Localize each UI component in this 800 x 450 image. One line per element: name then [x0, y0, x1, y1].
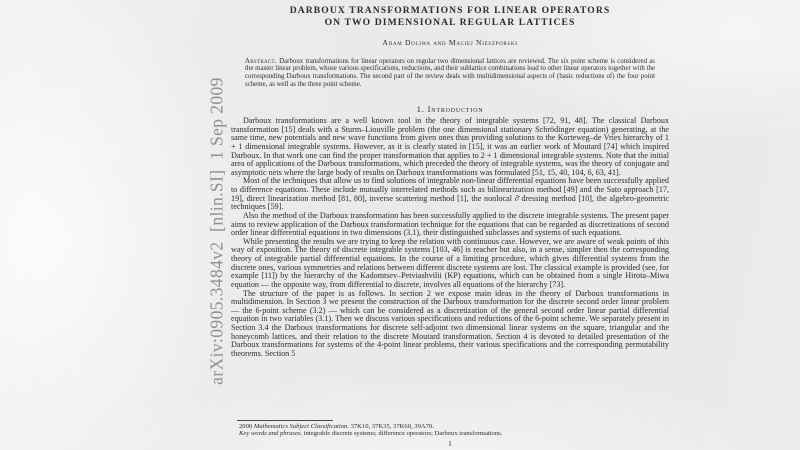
paragraph: Most of the techniques that allow us to find solutions of integrable non-linear differential equations have been successfully applied to difference equations. These include mutually interrelated methods such as bilinearization method [49] and the Sato approach [17, 19], direct linearization method [81, 80], inverse scattering method [1], the nonlocal ∂̄ dressing method [10], the algebro-geometric techniques [59].: [231, 176, 669, 212]
paper-title-line2: ON TWO DIMENSIONAL REGULAR LATTICES: [324, 17, 576, 29]
abstract-text: Darboux transformations for linear operators on regular two dimensional lattices are reviewed. The six point scheme is considered as the master linear problem, whose various specifications, reductions, and their sublattice combinations lead to other linear operators together with the corresponding Darboux transformations. The second part of the review deals with multidimensional aspects of (basic reductions of) the four point scheme, as well as the three point scheme.: [245, 57, 655, 88]
footnote-msc: [231, 423, 669, 431]
footnote-keywords-label: Key words and phrases.: [239, 430, 303, 438]
paper-title-line1: DARBOUX TRANSFORMATIONS FOR LINEAR OPERATORS: [289, 5, 611, 16]
footnote-keywords-text: integrable discrete systems; difference operators; Darboux transformations.: [303, 430, 503, 438]
paper-title: [231, 5, 669, 30]
introduction-body: [231, 117, 669, 419]
paragraph: Darboux transformations are a well known tool in the theory of integrable systems [72, 91, 48]. The classical Darboux transformation [15] deals with a Sturm–Liouville problem (the one dimensional stationary Schrödinger equation) generating, at the same time, new potentials and new wave functions from given ones thus providing solutions to the Korteweg–de Vries hierarchy of 1 + 1 dimensional integrable systems. However, as it is clearly stated in [15], it was an earlier work of Moutard [74] which inspired Darboux. In that work one can find the proper transformation that applies to 2 + 1 dimensional integrable systems. Note that the initial area of applications of the Darboux transformations, which preceded the theory of integrable systems, was the theory of conjugate and asymptotic nets where the large body of results on Darboux transformations was formulated [51, 15, 40, 104, 6, 63, 41].: [231, 117, 669, 177]
paragraph: Also the method of the Darboux transformation has been successfully applied to the discrete integrable systems. The present paper aims to review application of the Darboux transformation technique for the equations that can be regarded as discretizations of second order linear differential equations in two dimensions (3.1), their distinguished subclasses and systems of such equations.: [231, 210, 669, 238]
paper-authors: Adam Doliwa and Maciej Nieszporski: [382, 37, 518, 47]
page-footer: [231, 420, 669, 448]
footnote-msc-codes: 37K10, 37K35, 37K60, 39A70.: [350, 422, 434, 430]
paper-content: [231, 0, 669, 450]
footnote-rule: [237, 420, 333, 421]
paragraph: While presenting the results we are trying to keep the relation with continuous case. However, we are aware of weak points of this way of exposition. The theory of discrete integrable systems [103, 46] is reacher but also, in a sense, simpler then the corresponding theory of integrable partial differential equations. In the course of a limiting procedure, which gives differential systems from the discrete ones, various symmetries and relations between different discrete systems are lost. The classical example is provided (see, for example [11]) by the hierarchy of the Kadomtsev–Petviashvilii (KP) equations, which can be obtained from a single Hirota–Miwa equation — the opposite way, from differential to discrete, involves all equations of the hierarchy [73].: [231, 236, 669, 289]
section-heading-introduction: 1. Introduction: [416, 104, 484, 114]
page-number: 1: [448, 440, 452, 448]
arxiv-watermark: arXiv:0905.3484v2 [nlin.SI] 1 Sep 2009: [206, 77, 227, 385]
footnote-keywords: [231, 430, 669, 438]
paper-abstract: [245, 58, 655, 89]
paragraph: The structure of the paper is as follows. In section 2 we expose main ideas in the theory of Darboux transformations in multidimension. In Section 3 we present the construction of the Darboux transformation for the discrete second order linear problem — the 6-point scheme (3.2) — which can be considered as a discretization of the general second order linear partial differential equation in two variables (3.1). Then we discuss various specifications and reductions of the 6-point scheme. We separately present in Section 3.4 the Darboux transformations for discrete self-adjoint two dimensional linear systems on the square, triangular and the honeycomb lattices, and their relation to the discrete Moutard transformation. Section 4 is devoted to detailed presentation of the Darboux transformations for systems of the 4-point linear problems, their various specifications and the corresponding permutability theorems. Section 5: [231, 288, 669, 358]
footnote-msc-year: 2000: [239, 422, 253, 430]
abstract-label: Abstract.: [245, 57, 277, 65]
footnote-msc-label: Mathematics Subject Classification.: [253, 422, 349, 430]
